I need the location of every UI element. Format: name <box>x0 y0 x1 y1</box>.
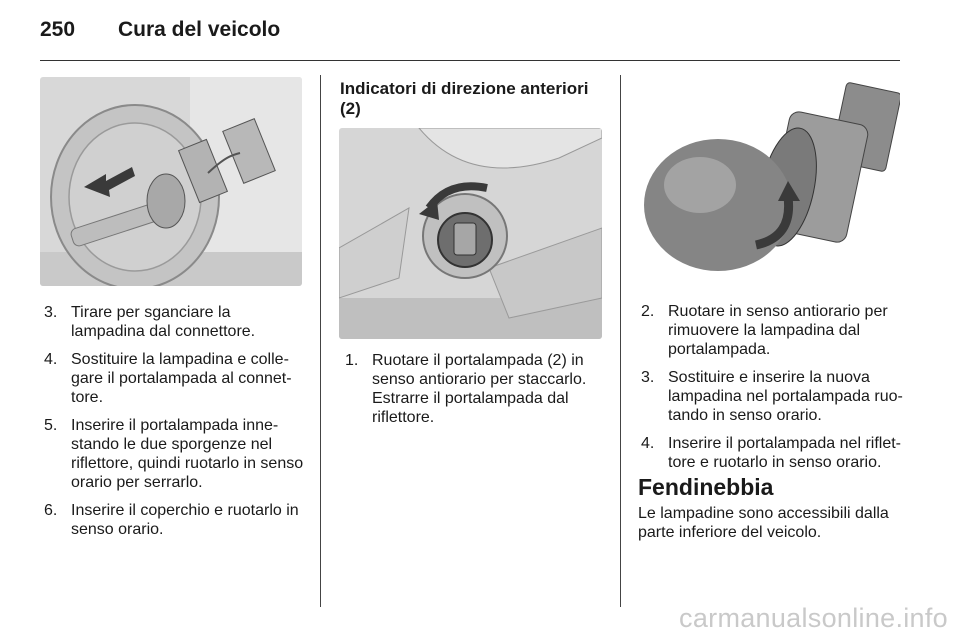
list-item: 4. Inserire il portalampada nel riflettore e ruotarlo in senso orario. <box>641 435 901 471</box>
page-title: Cura del veicolo <box>118 18 281 41</box>
list-item: 3. Sostituire e inserire la nuova lampadina nel portalampada ruotando in senso orario. <box>641 369 903 424</box>
headlamp-bulb-illustration <box>40 77 302 286</box>
watermark: carmanualsonline.info <box>679 603 948 633</box>
col2-steps <box>345 351 607 436</box>
list-item: 5. Inserire il portalampada innestando le due sporgenze nel riflettore, quindi ruotarlo in senso orario per serrarlo. <box>44 417 304 491</box>
header-divider <box>40 60 900 61</box>
list-item: 6. Inserire il coperchio e ruotarlo in senso orario. <box>44 502 299 538</box>
col3-steps <box>641 302 903 481</box>
figure-headlamp-bulb <box>40 77 302 286</box>
list-item: 1. Ruotare il portalampada (2) in senso antiorario per staccarlo. Estrarre il portalampada dal riflettore. <box>345 352 587 426</box>
turn-signal-illustration <box>339 128 602 339</box>
figure-bulb-rotation <box>638 77 900 286</box>
bulb-rotation-illustration <box>638 77 900 286</box>
section-heading-turn-signals: Indicatori di direzione anteriori (2) <box>340 79 589 118</box>
list-item: 2. Ruotare in senso antiorario per rimuovere la lampadina dal portalampada. <box>641 303 888 358</box>
column-divider-2 <box>620 75 621 607</box>
section-heading-fog-lights: Fendinebbia <box>638 474 774 500</box>
page-number: 250 <box>40 18 76 41</box>
list-item: 3. Tirare per sganciare la lampadina dal connettore. <box>44 304 256 340</box>
col1-steps <box>44 303 306 548</box>
fog-lights-paragraph: Le lampadine sono accessibili dalla parte inferiore del veicolo. <box>638 505 889 541</box>
column-divider-1 <box>320 75 321 607</box>
list-item: 4. Sostituire la lampadina e collegare il portalampada al connettore. <box>44 351 292 406</box>
figure-turn-signal-holder <box>339 128 602 339</box>
